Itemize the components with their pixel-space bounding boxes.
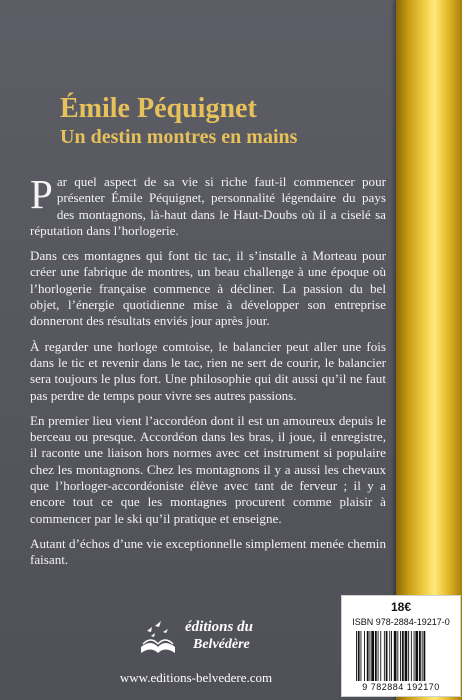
publisher-name-line-1: éditions du: [185, 619, 253, 635]
price-barcode-box: [341, 595, 461, 697]
publisher-website: www.editions-belvedere.com: [119, 670, 273, 685]
blurb-paragraph-5: Autant d’échos d’une vie exceptionnelle simplement menée chemin faisant.: [30, 535, 386, 568]
blurb-paragraph-3: À regarder une horloge comtoise, le balancier peut aller une fois dans le tic et revenir dans le tac, rien ne sert de courir, le balancier sera toujours le plus fort. Une philosophie qui dit aussi qu’il ne faut pas perdre de temps pour vivre ses autres passions.: [30, 338, 386, 403]
book-title: Émile Péquignet: [60, 93, 257, 124]
blurb-paragraph-1-text: ar quel aspect de sa vie si riche faut-il commencer pour présenter Émile Péquignet, personnalité légendaire du pays des montagnons, là-haut dans le Haut-Doubs où il a ciselé sa réputation dans l’horlogerie.: [30, 174, 386, 238]
blurb-paragraph-4: En premier lieu vient l’accordéon dont il est un amoureux depuis le berceau ou presque. Accordéon dans les bras, il joue, il enregistre, il raconte une liaison hors normes avec cet instrument si populaire chez les montagnons. Chez les montagnons il y a aussi les chevaux que l’horloger-accordéoniste élève avec tant de ferveur ; il y a encore tout ce que les montagnes procurent comme plaisir à commencer par le ski qu’il pratique et enseigne.: [30, 412, 386, 526]
publisher-name-line-2: Belvédère: [193, 637, 250, 652]
blurb-paragraph-1: [30, 171, 386, 239]
blurb: [30, 171, 386, 578]
barcode-digits: 9 782884 192170: [362, 682, 440, 692]
drop-cap: P: [30, 171, 53, 217]
open-book-with-birds-icon: [135, 617, 181, 659]
price: 18€: [390, 600, 412, 614]
book-subtitle: Un destin montres en mains: [60, 126, 298, 148]
publisher-logo: [135, 615, 275, 665]
isbn: ISBN 978-2884-19217-0: [352, 617, 450, 627]
title-block: [60, 94, 380, 149]
barcode-icon: [354, 631, 454, 681]
blurb-paragraph-2: Dans ces montagnes qui font tic tac, il s’installe à Morteau pour créer une fabrique de montres, un beau challenge à une époque où l’horlogerie française commence à décliner. La passion du bel objet, l’énergie quotidienne mise à développer son entreprise donneront des résultats enviés jour après jour.: [30, 248, 386, 329]
